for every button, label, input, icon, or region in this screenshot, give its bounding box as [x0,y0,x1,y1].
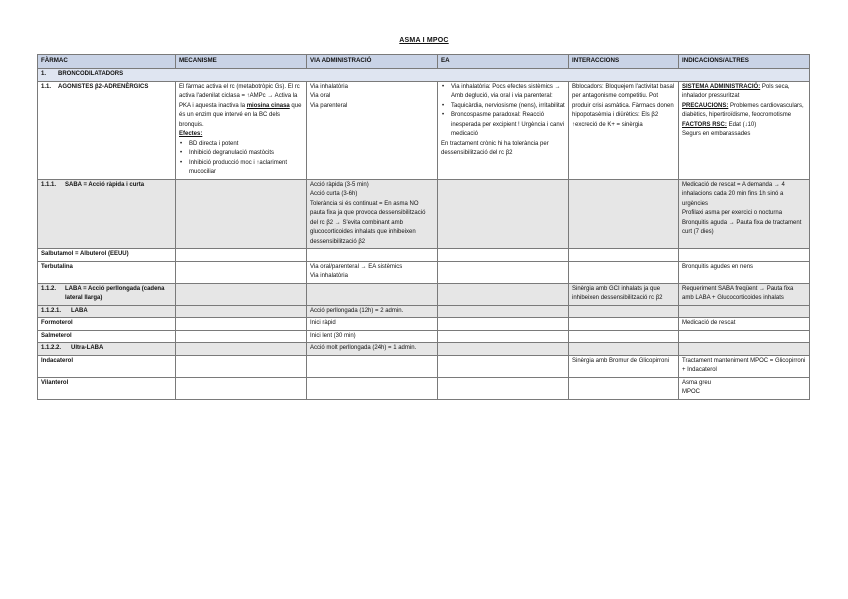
cell-via: Acció molt perllongada (24h) = 1 admin. [307,343,438,356]
cell-via [307,261,438,283]
list-item: • Taquicàrdia, nerviosisme (nens), irritabilitat [441,102,565,112]
indicacio-line: Profilaxi asma per exercici o nocturna [682,210,783,216]
table-row [38,318,810,331]
header-indicacions: INDICACIONS/ALTRES [679,55,810,69]
drug-table [37,54,810,400]
row-label: Ultra-LABA [71,345,104,351]
via-line: Via inhalatòria [310,273,348,279]
row-num: 1.1.2. [41,285,57,292]
cell-mecanisme [176,179,307,249]
header-mecanisme: MECANISME [176,55,307,69]
cell-farmac [38,81,176,179]
cell-indicacions [679,179,810,249]
cell-farmac: Vilanterol [38,377,176,399]
cell-farmac [38,283,176,305]
header-farmac: FÀRMAC [38,55,176,69]
cell-ea [438,81,569,179]
mecanisme-text-end: que és un enzim que intervé en la BC dels bronquis. [179,102,302,128]
cell-indicacions: Bronquitis agudes en nens [679,261,810,283]
row-num: 1.1. [41,83,52,90]
cell-indicacions [679,377,810,399]
efectes-label: Efectes: [179,131,203,137]
row-label: LABA = Acció perllongada (cadena lateral llarga) [65,285,165,301]
cell-interaccions [569,179,679,249]
cell-via [307,179,438,249]
cell-via: Inici ràpid [307,318,438,331]
mecanisme-text: El fàrmac activa el rc (metabotròpic Gs). El rc activa l'adenilat ciclasa = ↑AMPc → Activa la PKA i aquesta inactiva la [179,83,300,109]
table-row [38,249,810,262]
via-line: Tolerància si és continuat = En asma NO pauta fixa ja que provoca dessensibilització del rc β2 → S'evita combinant amb glucocorticoides inhalats que inhibeixen dessensibilització β2 [310,200,426,245]
indicacio-line: Asma greu [682,379,712,386]
cell-via: Acció perllongada (12h) = 2 admin. [307,305,438,318]
row-num: 1.1.2.2. [41,345,62,351]
row-label: LABA [71,307,88,314]
cell-mecanisme [176,261,307,283]
table-row [38,179,810,249]
page-title: ASMA I MPOC [399,37,449,44]
cell-farmac: Formoterol [38,318,176,331]
section-label: BRONCODILATADORS [58,71,124,77]
cell-interaccions: Sinèrgia amb Bromur de Glicopirroni [569,355,679,377]
efectes-list [179,140,303,178]
header-ea: EA [438,55,569,69]
cell-farmac: Indacaterol [38,355,176,377]
table-row [38,305,810,318]
header-via: VIA ADMINISTRACIÓ [307,55,438,69]
table-row [38,283,810,305]
via-line: Via inhalatòria [310,83,348,90]
list-item: • BD directa i potent [179,140,303,150]
cell-interaccions: Sinèrgia amb GCI inhalats ja que inhibeixen dessensibilització rc β2 [569,283,679,305]
via-line: Acció ràpida (3-5 min) [310,181,369,188]
via-line: Acció curta (3-6h) [310,191,358,197]
ea-tolerance: En tractament crònic hi ha tolerància per dessensibilització del rc β2 [441,140,549,156]
sa-text: Pols seca, inhalador pressuritzat [682,83,790,99]
sa-label: SISTEMA ADMINISTRACIÓ: [682,83,761,90]
table-row [38,377,810,399]
cell-farmac: Salmeterol [38,330,176,343]
row-label: SABA = Acció ràpida i curta [65,181,145,188]
list-item: • Via inhalatòria: Pocs efectes sistèmics → Amb deglució, via oral i via parenteral: [441,83,565,102]
ea-list [441,83,565,140]
cell-farmac [38,343,176,356]
mecanisme-enzyme: miosina cinasa [246,102,290,109]
via-line: Via parenteral [310,102,348,109]
cell-indicacions [679,81,810,179]
table-row [38,330,810,343]
cell-ea [438,179,569,249]
cell-mecanisme [176,81,307,179]
cell-farmac: Salbutamol = Albuterol (EEUU) [38,249,176,262]
via-line: Via oral/parenteral → EA sistèmics [310,263,403,270]
prec-text: Problemes cardiovasculars, diabètics, hipertiroïdisme, feocromotisme [682,102,804,118]
row-num: 1.1.1. [41,181,57,188]
cell-farmac: Terbutalina [38,261,176,283]
via-line: Via oral [310,93,331,99]
fr-label: FACTORS RSC: [682,121,727,128]
prec-label: PRECAUCIONS: [682,102,729,109]
table-header-row [38,55,810,69]
cell-interaccions: Bblocadors: Bloquejem l'activitat basal per antagonisme competitiu. Pot produir crisi asmàtica. Fàrmacs donen hipopotasèmia i diürètics: Els β2 ↑excreció de K+ = sinèrgia [569,81,679,179]
row-num: 1.1.2.1. [41,307,62,314]
row-label: AGONISTES β2-ADRENÈRGICS [58,83,149,90]
cell-farmac [38,305,176,318]
fr-text: Edat (↓10) [728,121,757,128]
extra-text: Segurs en embarassades [682,131,751,137]
indicacio-line: Medicació de rescat = A demanda → 4 inhalacions cada 20 min fins 1h sinó a urgències [682,181,785,207]
section-row [38,69,810,82]
cell-via: Inici lent (30 min) [307,330,438,343]
list-item: • Inhibició degranulació mastòcits [179,149,303,159]
table-row [38,355,810,377]
header-interaccions: INTERACCIONS [569,55,679,69]
indicacio-line: Bronquitis aguda → Pauta fixa de tractament curt (7 dies) [682,219,802,235]
table-row [38,81,810,179]
table-row [38,261,810,283]
table-row [38,343,810,356]
indicacio-line: MPOC [682,389,700,395]
cell-indicacions: Requeriment SABA freqüent → Pauta fixa amb LABA + Glucocorticoides inhalats [679,283,810,305]
list-item: • Inhibició producció moc i ↑aclariment mucociliar [179,159,303,178]
section-cell [38,69,810,82]
cell-via [307,81,438,179]
list-item: • Broncospasme paradoxal: Reacció inesperada per excipient ! Urgència i canvi medicació [441,111,565,140]
cell-farmac [38,179,176,249]
cell-indicacions: Medicació de rescat [679,318,810,331]
section-num: 1. [41,71,47,77]
cell-indicacions: Tractament manteniment MPOC = Glicopirroni + Indacaterol [679,355,810,377]
